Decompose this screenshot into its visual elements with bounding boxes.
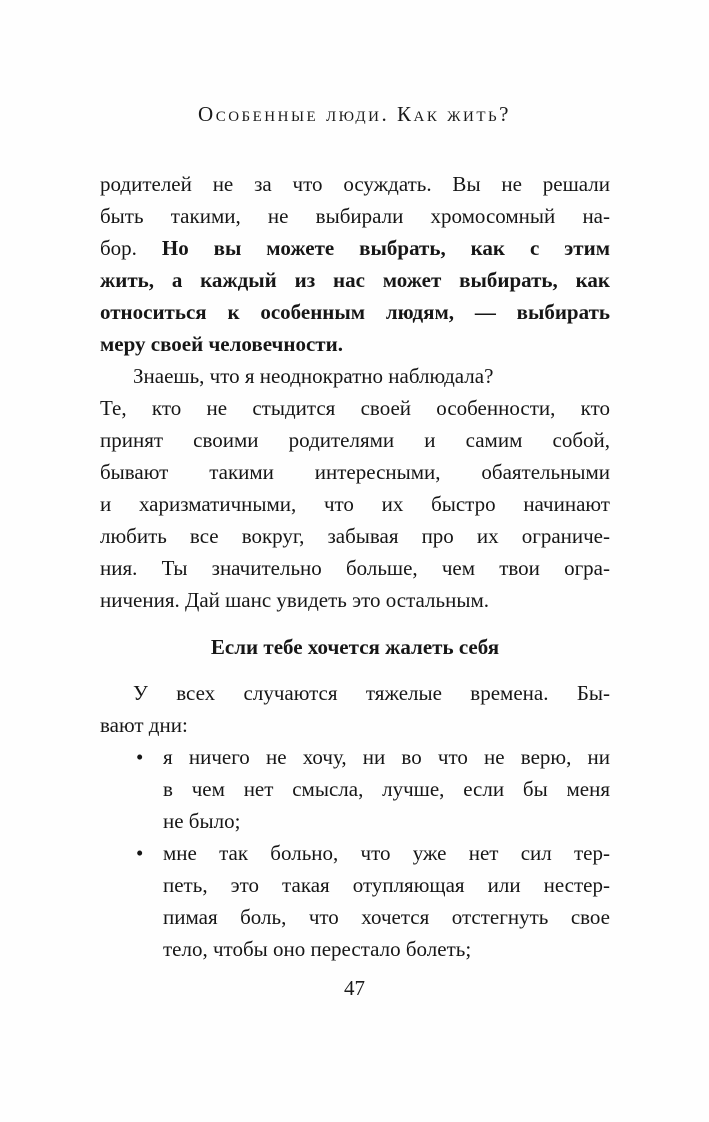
running-header: Особенные люди. Как жить? xyxy=(198,102,511,126)
text-line: любить все вокруг, забывая про их ограниче- xyxy=(100,524,610,548)
bullet-item xyxy=(100,837,610,965)
text-line: бывают такими интересными, обаятельными xyxy=(100,460,610,484)
paragraph xyxy=(100,168,610,360)
text-line: меру своей человечности. xyxy=(100,332,343,356)
text-line: У всех случаются тяжелые времена. Бы- xyxy=(133,681,610,705)
text-line: относиться к особенным людям, — выбирать xyxy=(100,300,610,324)
text-line: тело, чтобы оно перестало болеть; xyxy=(163,937,472,961)
text-line: ния. Ты значительно больше, чем твои огра- xyxy=(100,556,610,580)
text-line: в чем нет смысла, лучше, если бы меня xyxy=(163,777,610,801)
text-line: ничения. Дай шанс увидеть это остальным. xyxy=(100,588,489,612)
text-line: Знаешь, что я неоднократно наблюдала? xyxy=(133,364,494,388)
bullet-icon: • xyxy=(136,745,144,769)
text-line: пимая боль, что хочется отстегнуть свое xyxy=(163,905,610,929)
text-line: я ничего не хочу, ни во что не верю, ни xyxy=(163,745,610,769)
text-line: не было; xyxy=(163,809,241,833)
bullet-icon: • xyxy=(136,841,144,865)
text-line: мне так больно, что уже нет сил тер- xyxy=(163,841,610,865)
page-number: 47 xyxy=(344,976,365,1000)
page-body xyxy=(100,168,610,965)
text-line: и харизматичными, что их быстро начинают xyxy=(100,492,610,516)
text-line: бор. Но вы можете выбрать, как с этим xyxy=(100,236,610,260)
section-heading: Если тебе хочется жалеть себя xyxy=(210,635,500,659)
text-line: родителей не за что осуждать. Вы не решали xyxy=(100,172,610,196)
paragraph xyxy=(100,677,610,741)
text-line: петь, это такая отупляющая или нестер- xyxy=(163,873,610,897)
paragraph xyxy=(100,360,610,616)
bullet-item xyxy=(100,741,610,837)
text-line: Те, кто не стыдится своей особенности, кто xyxy=(100,396,610,420)
text-line: вают дни: xyxy=(100,713,188,737)
text-line: принят своими родителями и самим собой, xyxy=(100,428,610,452)
text-line: жить, а каждый из нас может выбирать, как xyxy=(100,268,610,292)
text-line: быть такими, не выбирали хромосомный на- xyxy=(100,204,610,228)
